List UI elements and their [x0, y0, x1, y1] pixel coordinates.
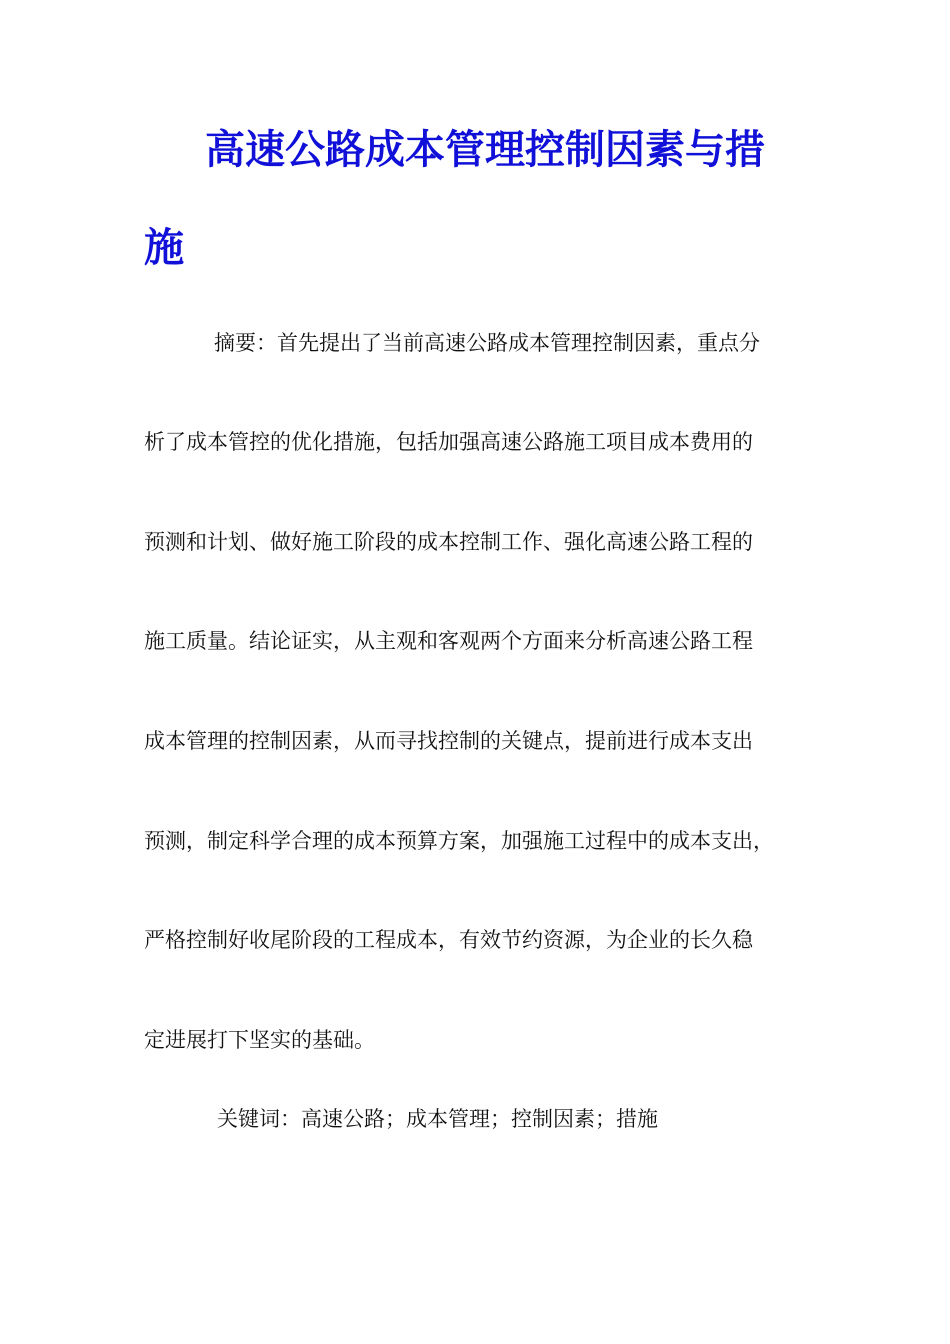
abstract-line-2: 析了成本管控的优化措施，包括加强高速公路施工项目成本费用的 [144, 430, 753, 454]
abstract-line-4: 施工质量。结论证实，从主观和客观两个方面来分析高速公路工程 [144, 629, 753, 653]
abstract-line-8: 定进展打下坚实的基础。 [144, 1028, 375, 1052]
keywords-line: 关键词：高速公路；成本管理；控制因素；措施 [217, 1107, 658, 1131]
abstract-line-6: 预测，制定科学合理的成本预算方案，加强施工过程中的成本支出， [144, 829, 774, 853]
title-line-2: 施 [144, 224, 184, 271]
abstract-line-1: 摘要：首先提出了当前高速公路成本管理控制因素，重点分 [214, 331, 760, 355]
title-line-1: 高速公路成本管理控制因素与措 [205, 126, 765, 173]
abstract-line-7: 严格控制好收尾阶段的工程成本，有效节约资源，为企业的长久稳 [144, 928, 753, 952]
abstract-line-3: 预测和计划、做好施工阶段的成本控制工作、强化高速公路工程的 [144, 530, 753, 554]
abstract-line-5: 成本管理的控制因素，从而寻找控制的关键点，提前进行成本支出 [144, 729, 753, 753]
